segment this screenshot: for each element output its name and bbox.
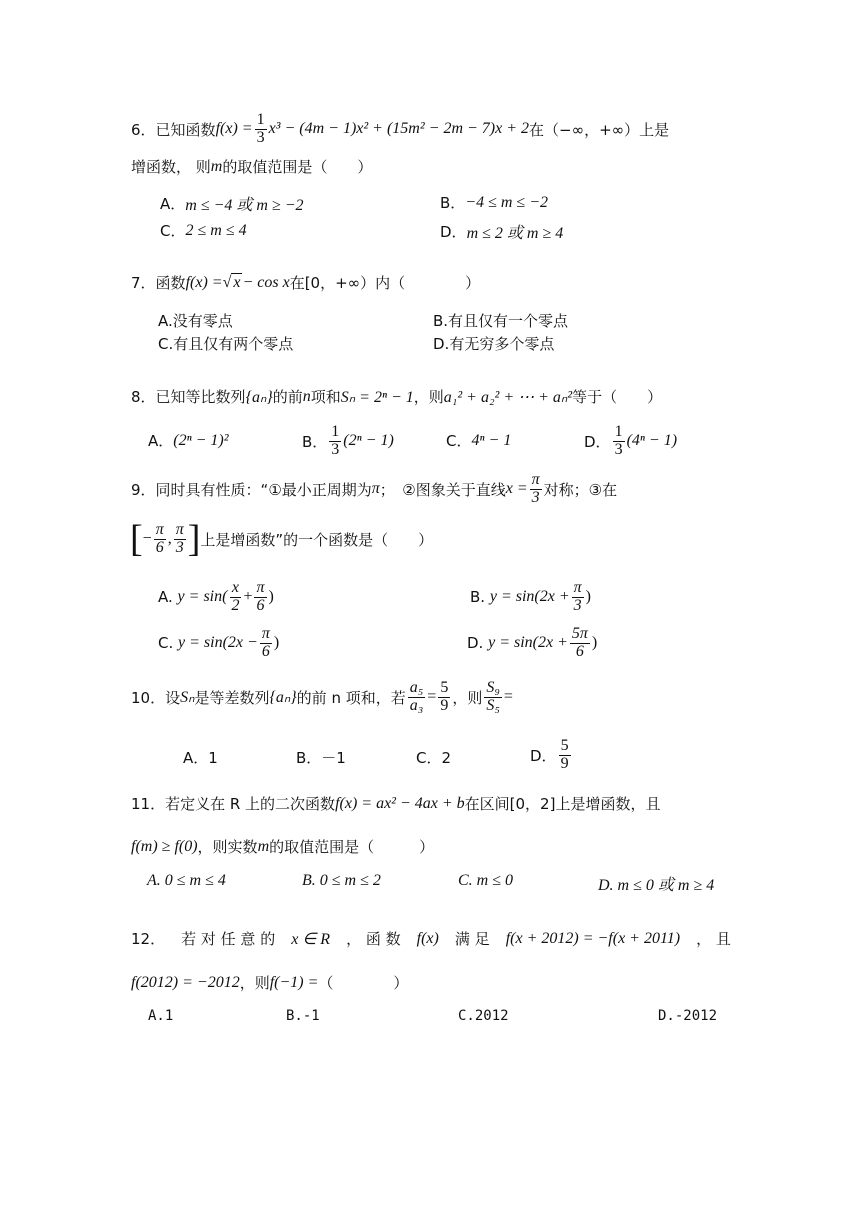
q7-option-c[interactable]: C.有且仅有两个零点 [158,335,294,353]
q11-option-b[interactable]: B. 0 ≤ m ≤ 2 [302,872,381,889]
q12-option-a[interactable]: A.1 [148,1008,174,1024]
q12-option-c[interactable]: C.2012 [458,1008,509,1024]
q9-option-c[interactable]: C. y = sin(2x − $\frac{\pi}{6}$ ) [158,625,280,660]
q12-stem-line2: f(2012) = −2012 ，则 f(−1) = （ ） [131,973,409,992]
q9-option-d[interactable]: D. y = sin(2x + $\frac{5\pi}{6}$ ) [467,625,598,660]
q10-option-c[interactable]: C．2 [416,749,452,767]
q6-option-b[interactable]: B． −4 ≤ m ≤ −2 [440,193,549,212]
q8-stem: 8． 已知等比数列 {aₙ} 的前 n 项和 Sₙ = 2ⁿ − 1 ，则 a₁² + a₂² + ⋯ + aₙ² 等于（ ） [131,387,663,406]
sqrt-sign: √ [222,273,232,291]
q9-stem-line2: [ − $\frac{\pi}{6}$ , $\frac{\pi}{3}$ ] 上是增函数”的一个函数是（ ） [130,518,434,560]
q8-option-a[interactable]: A． (2ⁿ − 1)² [148,431,229,450]
q7-stem: 7． 函数 f(x) = √ x − cos x 在[0，+∞）内（ ） [131,273,481,292]
q11-stem-line2: f(m) ≥ f(0) ，则实数 m 的取值范围是（ ） [131,837,435,856]
q6-stem-line2: 增函数， 则 m 的取值范围是（ ） [131,157,373,176]
q6-option-d[interactable]: D． m ≤ 2 或 m ≥ 4 [440,223,564,242]
q10-option-b[interactable]: B．－1 [296,749,346,767]
q7-option-d[interactable]: D.有无穷多个零点 [433,335,555,353]
q6-stem-line1 [131,112,669,147]
q12-option-d[interactable]: D.-2012 [658,1008,718,1024]
q12-stem-line1: 12． 若 对 任 意 的 x ∈ R ， 函 数 f(x) 满 足 f(x + 2012) = −f(x + 2011) ， 且 [131,929,731,948]
q10-option-d[interactable]: D． $\frac{5}{9}$ [530,737,569,772]
q9-option-a[interactable]: A. y = sin( $\frac{x}{2}$ + $\frac{\pi}{6}$ ) [158,579,274,614]
q10-option-a[interactable]: A．1 [183,749,218,767]
q12-option-b[interactable]: B.-1 [286,1008,320,1024]
q11-option-c[interactable]: C. m ≤ 0 [458,872,514,889]
q11-stem-line1: 11． 若定义在 R 上的二次函数 f(x) = ax² − 4ax + b 在区间[0，2]上是增函数，且 [131,794,661,813]
q6-fraction: $\frac{1}{3}$ [256,111,265,146]
q6-suffix: 在（−∞，+∞）上是 [529,120,670,139]
q8-option-c[interactable]: C． 4ⁿ − 1 [446,431,512,450]
q6-func: f(x) = [215,120,253,138]
q7-option-a[interactable]: A.没有零点 [158,312,233,330]
q10-stem: 10． 设 Sₙ 是等差数列 {aₙ} 的前 n 项和，若 $\frac{\text{a₅}}{\text{a₃}}$ = $\frac{5}{9}$ ，则 $\frac{\text{S₉}}{\text{S₅}}$ = [131,679,513,714]
q11-option-d[interactable]: D. m ≤ 0 或 m ≥ 4 [598,877,715,894]
q8-option-b[interactable]: B． $\frac{1}{3}$ (2ⁿ − 1) [302,423,394,458]
q9-option-b[interactable]: B. y = sin(2x + $\frac{\pi}{3}$ ) [470,579,591,614]
q6-option-a[interactable]: A． m ≤ −4 或 m ≥ −2 [160,195,304,214]
q11-option-a[interactable]: A. 0 ≤ m ≤ 4 [147,872,226,889]
q9-stem-line1: 9． 同时具有性质：“①最小正周期为 π ； ②图象关于直线 x = $\frac{\pi}{3}$ 对称；③在 [131,471,618,506]
q6-option-c[interactable]: C． 2 ≤ m ≤ 4 [160,221,247,240]
q6-polynomial: x³ − (4m − 1)x² + (15m² − 2m − 7)x + 2 [268,120,530,138]
q7-option-b[interactable]: B.有且仅有一个零点 [433,312,569,330]
q8-option-d[interactable]: D． $\frac{1}{3}$ (4ⁿ − 1) [584,423,678,458]
q6-prefix: 已知函数 [155,120,216,139]
q6-number: 6． [131,120,156,139]
